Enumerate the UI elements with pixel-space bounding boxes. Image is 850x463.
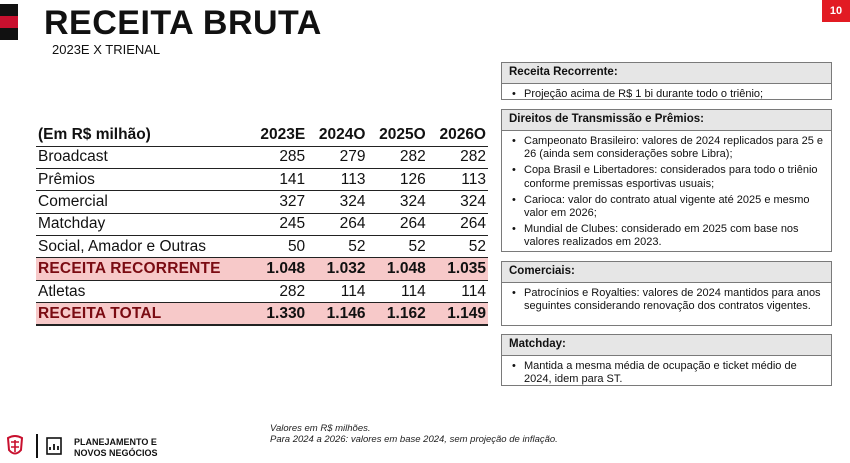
page-title: RECEITA BRUTA [44, 4, 322, 42]
row-label: Broadcast [36, 146, 247, 168]
department-line-1: PLANEJAMENTO E [74, 437, 157, 447]
bullet-item: • Mantida a mesma média de ocupação e ticket médio de 2024, idem para ST. [510, 360, 823, 386]
panel-title: Direitos de Transmissão e Prêmios: [502, 110, 831, 131]
crest-icon [4, 434, 26, 458]
revenue-table [36, 124, 488, 326]
row-label: Social, Amador e Outras [36, 236, 247, 258]
table-row [36, 280, 488, 302]
footer-divider [36, 434, 38, 458]
row-value: 1.162 [367, 303, 427, 325]
panel-title: Comerciais: [502, 262, 831, 283]
row-value: 1.146 [307, 303, 367, 325]
row-value: 1.149 [428, 303, 488, 325]
panel-matchday [501, 334, 832, 386]
row-value: 282 [367, 146, 427, 168]
row-value: 264 [307, 213, 367, 235]
panel-bullet-list [502, 84, 831, 109]
footnotes [270, 423, 558, 445]
department-label [74, 437, 158, 458]
table-row-total [36, 303, 488, 325]
document-chart-icon [44, 436, 64, 456]
bullet-item: • Projeção acima de R$ 1 bi durante todo o triênio; [510, 88, 823, 101]
row-value: 245 [247, 213, 307, 235]
row-value: 1.032 [307, 258, 367, 280]
department-line-2: NOVOS NEGÓCIOS [74, 447, 158, 458]
column-header: 2025O [367, 124, 427, 146]
column-header: 2026O [428, 124, 488, 146]
table-row [36, 168, 488, 190]
row-value: 113 [307, 168, 367, 190]
row-value: 52 [428, 236, 488, 258]
row-label: Prêmios [36, 168, 247, 190]
row-value: 1.035 [428, 258, 488, 280]
row-value: 327 [247, 191, 307, 213]
row-label: RECEITA RECORRENTE [36, 258, 247, 280]
row-value: 285 [247, 146, 307, 168]
row-value: 114 [428, 280, 488, 302]
footnote-basis: Para 2024 a 2026: valores em base 2024, sem projeção de inflação. [270, 434, 558, 445]
panel-bullet-list [502, 131, 831, 258]
row-value: 1.048 [247, 258, 307, 280]
row-value: 114 [367, 280, 427, 302]
table-row [36, 236, 488, 258]
row-value: 52 [307, 236, 367, 258]
row-value: 264 [428, 213, 488, 235]
row-label: Matchday [36, 213, 247, 235]
row-value: 50 [247, 236, 307, 258]
bullet-item: • Carioca: valor do contrato atual vigente até 2025 e mesmo valor em 2026; [510, 194, 823, 220]
row-value: 264 [367, 213, 427, 235]
row-value: 282 [247, 280, 307, 302]
row-value: 282 [428, 146, 488, 168]
panel-comerciais [501, 261, 832, 326]
page-subtitle: 2023E X TRIENAL [52, 42, 161, 57]
row-value: 324 [367, 191, 427, 213]
panel-bullet-list [502, 283, 831, 321]
table-row [36, 191, 488, 213]
footnote-units: Valores em R$ milhões. [270, 423, 371, 434]
row-value: 1.330 [247, 303, 307, 325]
brand-stripe [0, 4, 18, 40]
row-label: Comercial [36, 191, 247, 213]
bullet-item: • Patrocínios e Royalties: valores de 2024 mantidos para anos seguintes considerando renovação dos contratos vigentes. [510, 287, 823, 313]
row-value: 141 [247, 168, 307, 190]
table-row-total [36, 258, 488, 280]
row-value: 126 [367, 168, 427, 190]
panel-title: Matchday: [502, 335, 831, 356]
bullet-item: • Mundial de Clubes: considerado em 2025 com base nos valores realizados em 2023. [510, 223, 823, 249]
column-header: 2023E [247, 124, 307, 146]
bullet-item: • Copa Brasil e Libertadores: considerados para todo o triênio conforme premissas esportivas usuais; [510, 164, 823, 190]
row-label: RECEITA TOTAL [36, 303, 247, 325]
panel-direitos-transmissao [501, 109, 832, 252]
row-value: 52 [367, 236, 427, 258]
row-value: 324 [307, 191, 367, 213]
table-row [36, 213, 488, 235]
page-number-badge: 10 [822, 0, 850, 22]
column-header: 2024O [307, 124, 367, 146]
table-header-row [36, 124, 488, 146]
row-value: 279 [307, 146, 367, 168]
bullet-item: • Campeonato Brasileiro: valores de 2024 replicados para 25 e 26 (ainda sem considerações sobre Libra); [510, 135, 823, 161]
panel-receita-recorrente [501, 62, 832, 100]
panel-bullet-list [502, 356, 831, 394]
row-value: 113 [428, 168, 488, 190]
table-row [36, 146, 488, 168]
row-label: Atletas [36, 280, 247, 302]
panel-title: Receita Recorrente: [502, 63, 831, 84]
row-value: 1.048 [367, 258, 427, 280]
row-value: 114 [307, 280, 367, 302]
column-header: (Em R$ milhão) [36, 124, 247, 146]
row-value: 324 [428, 191, 488, 213]
